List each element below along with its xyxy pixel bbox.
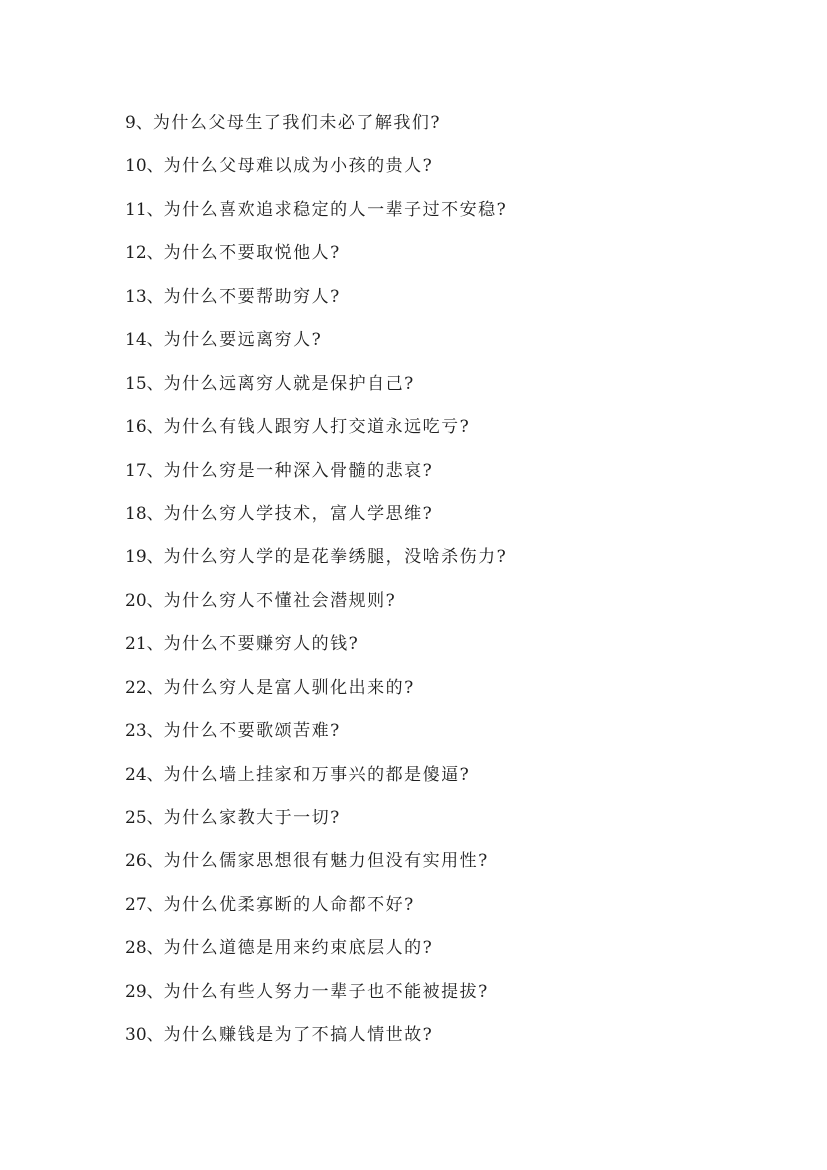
list-item: [125, 586, 507, 629]
item-number: 11、: [125, 199, 164, 220]
list-item: [125, 716, 507, 759]
list-item: [125, 542, 507, 585]
item-number: 30、: [125, 1025, 164, 1046]
item-text: 为什么远离穷人就是保护自己?: [163, 373, 415, 394]
question-list: [125, 108, 507, 1064]
list-item: [125, 456, 507, 499]
list-item: [125, 195, 507, 238]
item-text: 为什么道德是用来约束底层人的?: [163, 938, 434, 959]
item-text: 为什么优柔寡断的人命都不好?: [163, 894, 415, 915]
list-item: [125, 803, 507, 846]
list-item: [125, 151, 507, 194]
item-text: 为什么穷人是富人驯化出来的?: [163, 677, 415, 698]
item-number: 17、: [125, 460, 164, 481]
list-item: [125, 325, 507, 368]
item-number: 15、: [125, 373, 164, 394]
item-text: 为什么有些人努力一辈子也不能被提拔?: [163, 981, 489, 1002]
list-item: [125, 238, 507, 281]
list-item: [125, 499, 507, 542]
item-text: 为什么不要帮助穷人?: [163, 286, 341, 307]
item-text: 为什么赚钱是为了不搞人情世故?: [163, 1025, 434, 1046]
list-item: [125, 369, 507, 412]
item-number: 9、: [125, 113, 153, 133]
item-text: 为什么穷人不懂社会潜规则?: [163, 590, 397, 611]
item-number: 25、: [125, 808, 164, 828]
item-text: 为什么有钱人跟穷人打交道永远吃亏?: [163, 417, 471, 438]
item-number: 16、: [125, 417, 164, 438]
item-text: 为什么不要歌颂苦难?: [163, 721, 341, 742]
item-number: 10、: [125, 156, 164, 177]
item-text: 为什么穷人学的是花拳绣腿，没啥杀伤力?: [163, 547, 508, 568]
item-number: 28、: [125, 938, 164, 959]
item-text: 为什么不要取悦他人?: [163, 243, 341, 264]
item-text: 为什么父母生了我们未必了解我们?: [152, 113, 441, 133]
item-text: 为什么家教大于一切?: [163, 808, 341, 828]
item-text: 为什么墙上挂家和万事兴的都是傻逼?: [163, 764, 471, 785]
item-number: 12、: [125, 243, 164, 264]
item-text: 为什么穷人学技术，富人学思维?: [163, 503, 434, 524]
item-number: 22、: [125, 677, 164, 698]
item-number: 19、: [125, 547, 164, 568]
list-item: [125, 629, 507, 672]
item-text: 为什么要远离穷人?: [163, 330, 323, 351]
item-number: 21、: [125, 634, 164, 655]
item-number: 13、: [125, 286, 164, 307]
item-number: 24、: [125, 764, 164, 785]
list-item: [125, 890, 507, 933]
list-item: [125, 760, 507, 803]
item-text: 为什么穷是一种深入骨髓的悲哀?: [163, 460, 434, 481]
list-item: [125, 673, 507, 716]
item-text: 为什么儒家思想很有魅力但没有实用性?: [163, 851, 489, 872]
item-number: 20、: [125, 590, 164, 611]
list-item: [125, 1020, 507, 1063]
list-item: [125, 282, 507, 325]
list-item: [125, 412, 507, 455]
item-text: 为什么父母难以成为小孩的贵人?: [163, 156, 434, 177]
list-item: [125, 977, 507, 1020]
item-number: 23、: [125, 721, 164, 742]
item-number: 18、: [125, 503, 164, 524]
item-text: 为什么喜欢追求稳定的人一辈子过不安稳?: [163, 199, 508, 220]
list-item: [125, 108, 507, 151]
item-number: 14、: [125, 330, 164, 351]
item-number: 26、: [125, 851, 164, 872]
item-number: 29、: [125, 981, 164, 1002]
list-item: [125, 933, 507, 976]
item-number: 27、: [125, 894, 164, 915]
item-text: 为什么不要赚穷人的钱?: [163, 634, 360, 655]
list-item: [125, 846, 507, 889]
